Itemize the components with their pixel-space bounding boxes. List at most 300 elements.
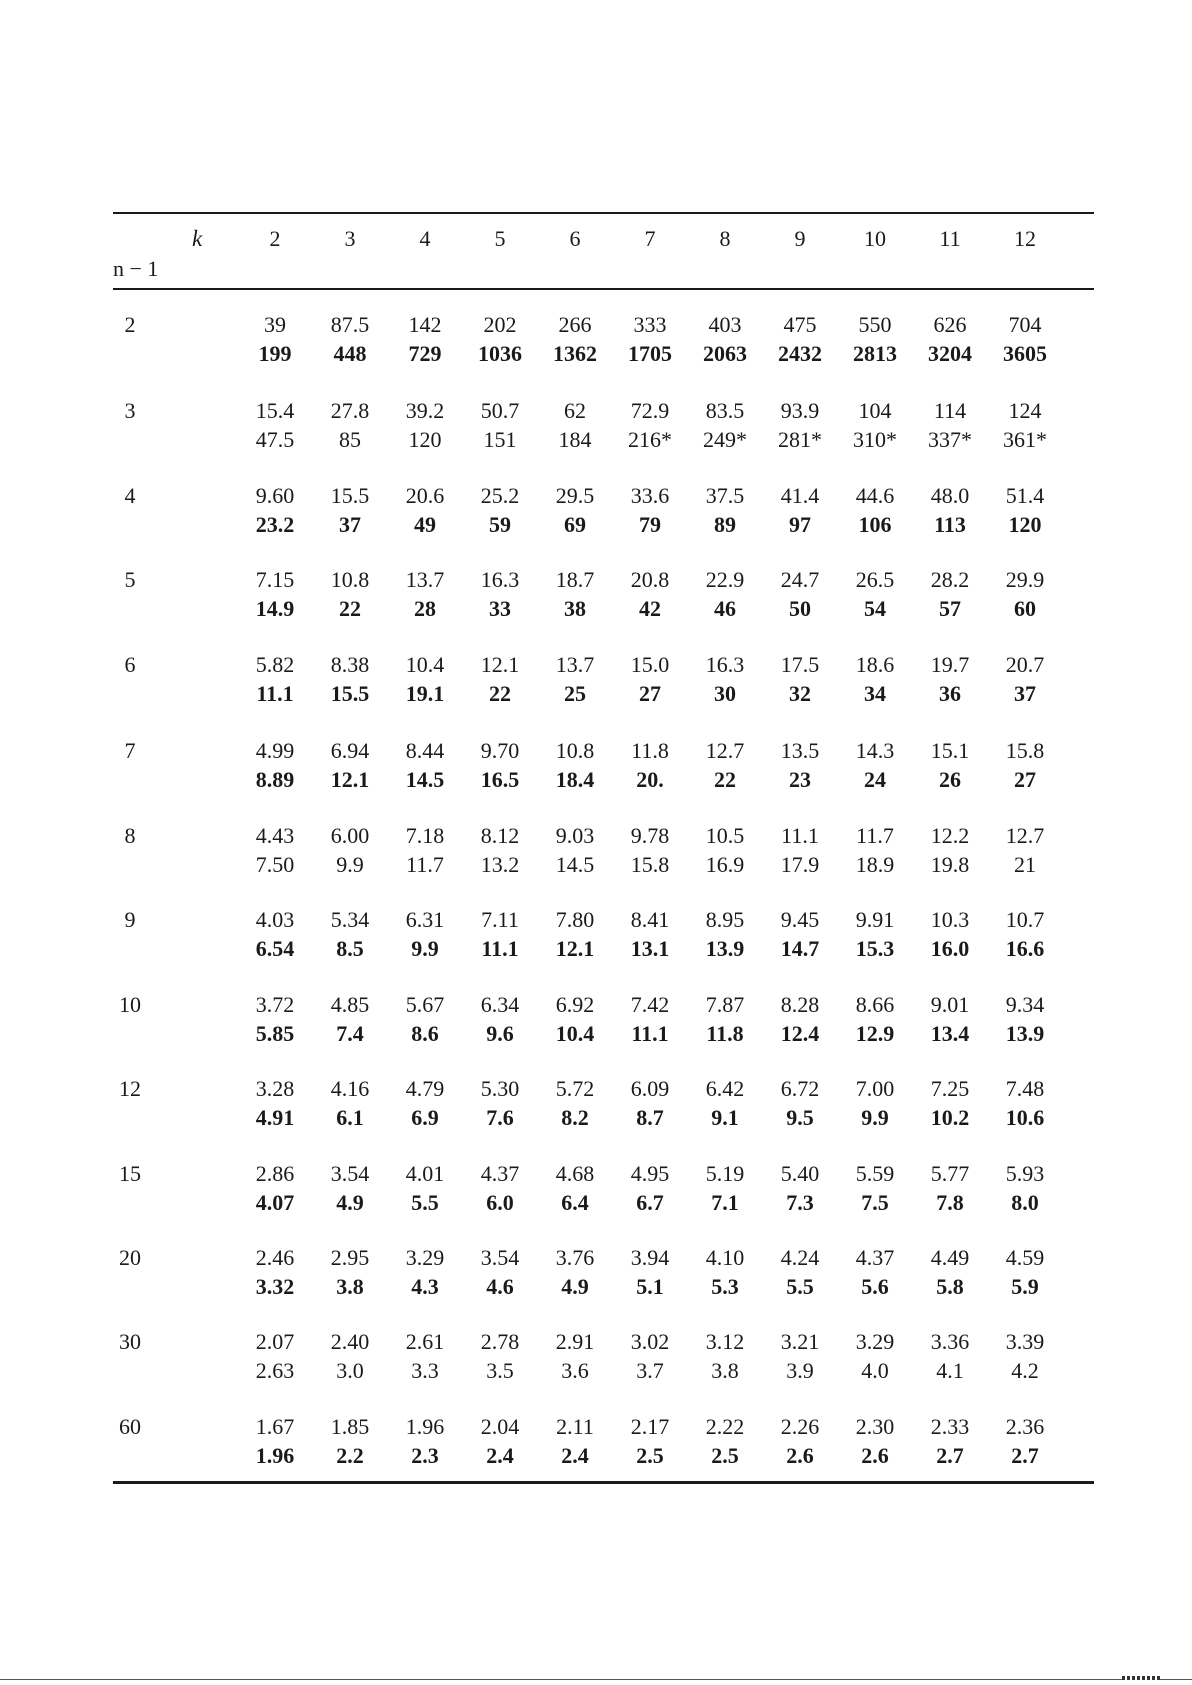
- table-cell-lower: 106: [858, 512, 892, 537]
- table-cell-lower: 2432: [778, 341, 822, 366]
- table-cell-upper: 202: [483, 312, 517, 337]
- table-cell-lower: 113: [934, 512, 966, 537]
- table-cell-upper: 4.16: [330, 1076, 370, 1101]
- table-cell-upper: 6.00: [330, 823, 370, 848]
- table-cell-lower: 33: [489, 596, 511, 621]
- table-cell-lower: 3.9: [786, 1358, 814, 1383]
- table-cell-upper: 4.24: [780, 1245, 820, 1270]
- table-cell-lower: 7.50: [255, 852, 295, 877]
- table-cell-upper: 4.37: [855, 1245, 895, 1270]
- table-cell-upper: 104: [858, 398, 892, 423]
- table-cell-upper: 475: [783, 312, 817, 337]
- table-cell-upper: 5.93: [1005, 1161, 1045, 1186]
- table-cell-upper: 333: [633, 312, 667, 337]
- table-cell-upper: 22.9: [705, 567, 745, 592]
- table-cell-lower: 57: [939, 596, 961, 621]
- table-cell-lower: 46: [714, 596, 736, 621]
- table-cell-upper: 10.4: [405, 652, 445, 677]
- table-cell-lower: 22: [339, 596, 361, 621]
- table-cell-upper: 7.87: [705, 992, 745, 1017]
- table-cell-upper: 2.61: [405, 1329, 445, 1354]
- table-cell-upper: 5.59: [855, 1161, 895, 1186]
- table-cell-upper: 11.7: [856, 823, 894, 848]
- table-cell-upper: 4.79: [405, 1076, 445, 1101]
- table-cell-lower: 7.5: [861, 1190, 889, 1215]
- row-label-n-4: 4: [124, 483, 136, 508]
- table-cell-upper: 15.1: [930, 738, 970, 763]
- table-cell-upper: 3.76: [555, 1245, 595, 1270]
- table-cell-lower: 11.1: [256, 681, 294, 706]
- table-cell-lower: 22: [489, 681, 511, 706]
- table-cell-lower: 8.2: [561, 1105, 589, 1130]
- table-cell-lower: 59: [489, 512, 511, 537]
- table-cell-lower: 11.1: [631, 1021, 669, 1046]
- table-cell-upper: 2.11: [556, 1414, 594, 1439]
- table-cell-lower: 79: [639, 512, 661, 537]
- table-cell-lower: 9.9: [336, 852, 364, 877]
- table-cell-lower: 13.1: [630, 936, 670, 961]
- table-cell-upper: 704: [1008, 312, 1042, 337]
- table-cell-upper: 44.6: [855, 483, 895, 508]
- table-cell-lower: 120: [408, 427, 442, 452]
- table-cell-lower: 2.6: [786, 1443, 814, 1468]
- table-cell-upper: 8.28: [780, 992, 820, 1017]
- table-cell-upper: 62: [564, 398, 586, 423]
- table-cell-lower: 729: [408, 341, 442, 366]
- table-cell-upper: 9.34: [1005, 992, 1045, 1017]
- table-cell-upper: 3.21: [780, 1329, 820, 1354]
- table-cell-lower: 3.0: [336, 1358, 364, 1383]
- table-cell-lower: 19.1: [405, 681, 445, 706]
- table-cell-upper: 8.66: [855, 992, 895, 1017]
- column-header-k-5: 5: [494, 226, 506, 251]
- n-minus-1-axis-label: n − 1: [113, 256, 159, 281]
- table-cell-upper: 26.5: [855, 567, 895, 592]
- table-cell-upper: 5.40: [780, 1161, 820, 1186]
- table-cell-lower: 4.1: [936, 1358, 964, 1383]
- table-cell-upper: 72.9: [630, 398, 670, 423]
- table-cell-lower: 30: [714, 681, 736, 706]
- table-cell-upper: 10.5: [705, 823, 745, 848]
- table-cell-lower: 7.3: [786, 1190, 814, 1215]
- table-cell-lower: 97: [789, 512, 811, 537]
- table-cell-upper: 2.17: [630, 1414, 670, 1439]
- table-cell-upper: 16.3: [705, 652, 745, 677]
- table-cell-upper: 12.7: [1005, 823, 1045, 848]
- table-cell-lower: 1.96: [255, 1443, 295, 1468]
- row-label-n-30: 30: [119, 1329, 141, 1354]
- table-cell-upper: 3.12: [705, 1329, 745, 1354]
- table-cell-upper: 6.72: [780, 1076, 820, 1101]
- table-cell-lower: 8.6: [411, 1021, 439, 1046]
- table-cell-upper: 2.46: [255, 1245, 295, 1270]
- row-label-n-20: 20: [119, 1245, 141, 1270]
- table-cell-upper: 24.7: [780, 567, 820, 592]
- table-cell-lower: 27: [639, 681, 661, 706]
- table-cell-lower: 11.8: [706, 1021, 744, 1046]
- table-cell-upper: 10.3: [930, 907, 970, 932]
- table-cell-lower: 120: [1008, 512, 1042, 537]
- column-header-k-3: 3: [344, 226, 356, 251]
- table-cell-upper: 3.54: [330, 1161, 370, 1186]
- table-cell-lower: 8.5: [336, 936, 364, 961]
- column-header-k-11: 11: [939, 226, 961, 251]
- table-cell-lower: 4.0: [861, 1358, 889, 1383]
- table-cell-lower: 15.5: [330, 681, 370, 706]
- row-label-n-9: 9: [124, 907, 136, 932]
- table-cell-upper: 8.38: [330, 652, 370, 677]
- table-cell-upper: 7.11: [481, 907, 519, 932]
- table-cell-lower: 1705: [628, 341, 672, 366]
- table-cell-lower: 5.3: [711, 1274, 739, 1299]
- table-cell-lower: 20.: [636, 767, 664, 792]
- table-cell-upper: 124: [1008, 398, 1042, 423]
- row-label-n-3: 3: [124, 398, 136, 423]
- table-cell-upper: 8.95: [705, 907, 745, 932]
- table-cell-upper: 4.01: [405, 1161, 445, 1186]
- table-cell-upper: 2.95: [330, 1245, 370, 1270]
- table-cell-lower: 2.7: [936, 1443, 964, 1468]
- table-cell-upper: 1.85: [330, 1414, 370, 1439]
- table-cell-lower: 3.8: [711, 1358, 739, 1383]
- table-cell-lower: 2.4: [561, 1443, 589, 1468]
- table-cell-upper: 2.91: [555, 1329, 595, 1354]
- table-cell-upper: 2.33: [930, 1414, 970, 1439]
- table-cell-lower: 15.8: [630, 852, 670, 877]
- table-cell-upper: 83.5: [705, 398, 745, 423]
- table-cell-lower: 16.0: [930, 936, 970, 961]
- table-cell-lower: 4.9: [336, 1190, 364, 1215]
- table-cell-upper: 8.41: [630, 907, 670, 932]
- table-cell-lower: 69: [564, 512, 586, 537]
- table-cell-lower: 89: [714, 512, 736, 537]
- table-cell-lower: 4.9: [561, 1274, 589, 1299]
- table-cell-lower: 2.4: [486, 1443, 514, 1468]
- table-cell-lower: 42: [639, 596, 661, 621]
- table-cell-lower: 60: [1014, 596, 1036, 621]
- table-cell-lower: 8.89: [255, 767, 295, 792]
- table-cell-lower: 2.5: [636, 1443, 664, 1468]
- table-cell-lower: 281*: [778, 427, 822, 452]
- table-cell-upper: 6.09: [630, 1076, 670, 1101]
- table-cell-lower: 32: [789, 681, 811, 706]
- table-cell-upper: 29.9: [1005, 567, 1045, 592]
- table-cell-lower: 9.9: [861, 1105, 889, 1130]
- table-cell-lower: 26: [939, 767, 961, 792]
- table-cell-upper: 1.67: [255, 1414, 295, 1439]
- table-cell-upper: 39: [264, 312, 286, 337]
- table-bottom-rule: [113, 1481, 1094, 1484]
- column-header-k-2: 2: [269, 226, 281, 251]
- table-cell-upper: 18.7: [555, 567, 595, 592]
- table-cell-upper: 9.70: [480, 738, 520, 763]
- column-header-k-8: 8: [719, 226, 731, 251]
- table-cell-upper: 10.8: [330, 567, 370, 592]
- table-cell-lower: 49: [414, 512, 436, 537]
- table-cell-upper: 20.8: [630, 567, 670, 592]
- table-cell-upper: 403: [708, 312, 742, 337]
- table-cell-lower: 25: [564, 681, 586, 706]
- table-cell-lower: 7.1: [711, 1190, 739, 1215]
- table-cell-upper: 9.78: [630, 823, 670, 848]
- table-cell-lower: 14.7: [780, 936, 820, 961]
- table-cell-upper: 3.02: [630, 1329, 670, 1354]
- table-cell-lower: 36: [939, 681, 961, 706]
- table-cell-upper: 28.2: [930, 567, 970, 592]
- table-cell-lower: 10.4: [555, 1021, 595, 1046]
- table-cell-lower: 3.6: [561, 1358, 589, 1383]
- table-cell-lower: 8.7: [636, 1105, 664, 1130]
- table-cell-lower: 2063: [703, 341, 747, 366]
- table-cell-upper: 50.7: [480, 398, 520, 423]
- table-cell-lower: 2.7: [1011, 1443, 1039, 1468]
- table-header-rule: [113, 288, 1094, 290]
- table-cell-upper: 3.39: [1005, 1329, 1045, 1354]
- table-cell-upper: 15.4: [255, 398, 295, 423]
- table-cell-lower: 5.5: [411, 1190, 439, 1215]
- table-cell-upper: 2.22: [705, 1414, 745, 1439]
- table-cell-upper: 11.1: [781, 823, 819, 848]
- table-cell-upper: 27.8: [330, 398, 370, 423]
- table-cell-lower: 17.9: [780, 852, 820, 877]
- table-cell-upper: 3.29: [855, 1329, 895, 1354]
- table-cell-lower: 16.9: [705, 852, 745, 877]
- table-cell-upper: 12.1: [480, 652, 520, 677]
- table-cell-upper: 48.0: [930, 483, 970, 508]
- table-cell-lower: 15.3: [855, 936, 895, 961]
- table-cell-upper: 87.5: [330, 312, 370, 337]
- table-cell-lower: 2.3: [411, 1443, 439, 1468]
- column-header-k-10: 10: [864, 226, 886, 251]
- table-cell-lower: 3.32: [255, 1274, 295, 1299]
- table-cell-lower: 23.2: [255, 512, 295, 537]
- table-cell-lower: 54: [864, 596, 886, 621]
- table-cell-lower: 11.7: [406, 852, 444, 877]
- table-cell-upper: 2.07: [255, 1329, 295, 1354]
- table-cell-lower: 9.9: [411, 936, 439, 961]
- table-cell-upper: 6.31: [405, 907, 445, 932]
- table-cell-lower: 10.2: [930, 1105, 970, 1130]
- table-cell-upper: 12.2: [930, 823, 970, 848]
- table-cell-upper: 5.82: [255, 652, 295, 677]
- table-cell-lower: 37: [1014, 681, 1036, 706]
- table-cell-lower: 22: [714, 767, 736, 792]
- table-cell-upper: 10.7: [1005, 907, 1045, 932]
- table-cell-upper: 15.8: [1005, 738, 1045, 763]
- table-cell-upper: 41.4: [780, 483, 820, 508]
- table-cell-upper: 4.43: [255, 823, 295, 848]
- table-cell-upper: 4.59: [1005, 1245, 1045, 1270]
- table-cell-lower: 6.7: [636, 1190, 664, 1215]
- column-header-k-6: 6: [569, 226, 581, 251]
- table-cell-lower: 5.1: [636, 1274, 664, 1299]
- table-cell-upper: 4.85: [330, 992, 370, 1017]
- table-cell-upper: 7.48: [1005, 1076, 1045, 1101]
- table-cell-upper: 4.99: [255, 738, 295, 763]
- table-cell-upper: 4.10: [705, 1245, 745, 1270]
- table-cell-upper: 1.96: [405, 1414, 445, 1439]
- table-cell-lower: 4.91: [255, 1105, 295, 1130]
- table-cell-upper: 14.3: [855, 738, 895, 763]
- table-cell-lower: 4.07: [255, 1190, 295, 1215]
- table-cell-upper: 8.44: [405, 738, 445, 763]
- table-cell-upper: 2.26: [780, 1414, 820, 1439]
- table-cell-upper: 2.40: [330, 1329, 370, 1354]
- table-cell-lower: 9.6: [486, 1021, 514, 1046]
- table-cell-upper: 7.25: [930, 1076, 970, 1101]
- table-cell-upper: 16.3: [480, 567, 520, 592]
- table-cell-upper: 9.45: [780, 907, 820, 932]
- row-label-n-7: 7: [124, 738, 136, 763]
- table-cell-lower: 3.7: [636, 1358, 664, 1383]
- table-cell-lower: 199: [258, 341, 292, 366]
- table-cell-lower: 6.9: [411, 1105, 439, 1130]
- table-cell-upper: 15.0: [630, 652, 670, 677]
- table-cell-upper: 13.7: [555, 652, 595, 677]
- table-cell-upper: 51.4: [1005, 483, 1045, 508]
- table-cell-upper: 37.5: [705, 483, 745, 508]
- table-cell-upper: 4.03: [255, 907, 295, 932]
- table-cell-upper: 7.42: [630, 992, 670, 1017]
- table-cell-upper: 8.12: [480, 823, 520, 848]
- table-cell-lower: 2.2: [336, 1443, 364, 1468]
- table-cell-upper: 6.94: [330, 738, 370, 763]
- table-cell-lower: 310*: [853, 427, 897, 452]
- column-header-k-9: 9: [794, 226, 806, 251]
- table-cell-lower: 151: [483, 427, 517, 452]
- row-label-n-10: 10: [119, 992, 141, 1017]
- table-cell-lower: 9.5: [786, 1105, 814, 1130]
- table-cell-lower: 448: [333, 341, 367, 366]
- table-cell-upper: 3.29: [405, 1245, 445, 1270]
- row-label-n-60: 60: [119, 1414, 141, 1439]
- table-cell-lower: 12.4: [780, 1021, 820, 1046]
- table-cell-lower: 7.4: [336, 1021, 364, 1046]
- table-cell-upper: 18.6: [855, 652, 895, 677]
- table-cell-upper: 39.2: [405, 398, 445, 423]
- table-cell-upper: 93.9: [780, 398, 820, 423]
- table-cell-lower: 4.3: [411, 1274, 439, 1299]
- table-cell-lower: 34: [864, 681, 886, 706]
- table-cell-lower: 19.8: [930, 852, 970, 877]
- table-cell-upper: 15.5: [330, 483, 370, 508]
- table-cell-upper: 5.72: [555, 1076, 595, 1101]
- table-cell-lower: 24: [864, 767, 886, 792]
- table-cell-upper: 20.6: [405, 483, 445, 508]
- table-cell-upper: 3.28: [255, 1076, 295, 1101]
- table-cell-lower: 5.8: [936, 1274, 964, 1299]
- row-label-n-5: 5: [124, 567, 136, 592]
- table-cell-lower: 14.5: [405, 767, 445, 792]
- table-cell-lower: 38: [564, 596, 586, 621]
- table-cell-lower: 12.1: [330, 767, 370, 792]
- table-cell-upper: 9.60: [255, 483, 295, 508]
- table-cell-upper: 13.5: [780, 738, 820, 763]
- table-cell-upper: 3.54: [480, 1245, 520, 1270]
- table-cell-lower: 13.2: [480, 852, 520, 877]
- table-cell-lower: 5.9: [1011, 1274, 1039, 1299]
- row-label-n-15: 15: [119, 1161, 141, 1186]
- table-cell-upper: 12.7: [705, 738, 745, 763]
- table-cell-upper: 266: [558, 312, 592, 337]
- table-cell-upper: 7.18: [405, 823, 445, 848]
- table-cell-lower: 85: [339, 427, 361, 452]
- table-cell-upper: 20.7: [1005, 652, 1045, 677]
- table-cell-lower: 2813: [853, 341, 897, 366]
- table-cell-upper: 6.92: [555, 992, 595, 1017]
- table-cell-upper: 3.72: [255, 992, 295, 1017]
- column-header-k-12: 12: [1014, 226, 1036, 251]
- table-cell-upper: 550: [858, 312, 892, 337]
- table-cell-upper: 5.19: [705, 1161, 745, 1186]
- table-cell-upper: 114: [933, 398, 967, 423]
- table-cell-lower: 249*: [703, 427, 747, 452]
- table-cell-upper: 4.37: [480, 1161, 520, 1186]
- table-cell-lower: 21: [1014, 852, 1036, 877]
- table-cell-lower: 361*: [1003, 427, 1047, 452]
- table-cell-lower: 337*: [928, 427, 972, 452]
- table-cell-lower: 216*: [628, 427, 672, 452]
- row-label-n-8: 8: [124, 823, 136, 848]
- table-cell-lower: 13.4: [930, 1021, 970, 1046]
- table-cell-upper: 6.34: [480, 992, 520, 1017]
- column-header-k-4: 4: [419, 226, 431, 251]
- table-cell-lower: 47.5: [255, 427, 295, 452]
- table-cell-lower: 3.5: [486, 1358, 514, 1383]
- table-cell-lower: 3204: [928, 341, 972, 366]
- table-cell-lower: 1036: [478, 341, 522, 366]
- table-cell-lower: 10.6: [1005, 1105, 1045, 1130]
- page-mark: [1122, 1676, 1160, 1680]
- table-cell-lower: 3.3: [411, 1358, 439, 1383]
- table-cell-lower: 11.1: [481, 936, 519, 961]
- table-cell-lower: 2.5: [711, 1443, 739, 1468]
- table-cell-lower: 6.4: [561, 1190, 589, 1215]
- table-cell-lower: 16.5: [480, 767, 520, 792]
- column-header-k-7: 7: [644, 226, 656, 251]
- table-cell-upper: 19.7: [930, 652, 970, 677]
- table-cell-lower: 37: [339, 512, 361, 537]
- table-cell-lower: 7.8: [936, 1190, 964, 1215]
- table-cell-upper: 9.03: [555, 823, 595, 848]
- table-cell-upper: 33.6: [630, 483, 670, 508]
- table-cell-lower: 5.5: [786, 1274, 814, 1299]
- table-cell-lower: 50: [789, 596, 811, 621]
- table-cell-upper: 9.91: [855, 907, 895, 932]
- table-cell-lower: 13.9: [705, 936, 745, 961]
- row-label-n-2: 2: [124, 312, 136, 337]
- table-cell-lower: 18.9: [855, 852, 895, 877]
- table-cell-upper: 7.00: [855, 1076, 895, 1101]
- table-cell-lower: 5.6: [861, 1274, 889, 1299]
- row-label-n-6: 6: [124, 652, 136, 677]
- table-cell-upper: 626: [933, 312, 967, 337]
- table-cell-lower: 5.85: [255, 1021, 295, 1046]
- table-cell-upper: 29.5: [555, 483, 595, 508]
- table-cell-upper: 6.42: [705, 1076, 745, 1101]
- table-cell-lower: 27: [1014, 767, 1036, 792]
- table-cell-lower: 23: [789, 767, 811, 792]
- table-cell-lower: 8.0: [1011, 1190, 1039, 1215]
- table-cell-upper: 5.77: [930, 1161, 970, 1186]
- page-bottom-rule: [0, 1679, 1192, 1680]
- table-cell-upper: 7.15: [255, 567, 295, 592]
- table-cell-lower: 4.6: [486, 1274, 514, 1299]
- table-cell-upper: 5.34: [330, 907, 370, 932]
- table-cell-lower: 14.9: [255, 596, 295, 621]
- table-cell-lower: 3.8: [336, 1274, 364, 1299]
- table-cell-lower: 6.1: [336, 1105, 364, 1130]
